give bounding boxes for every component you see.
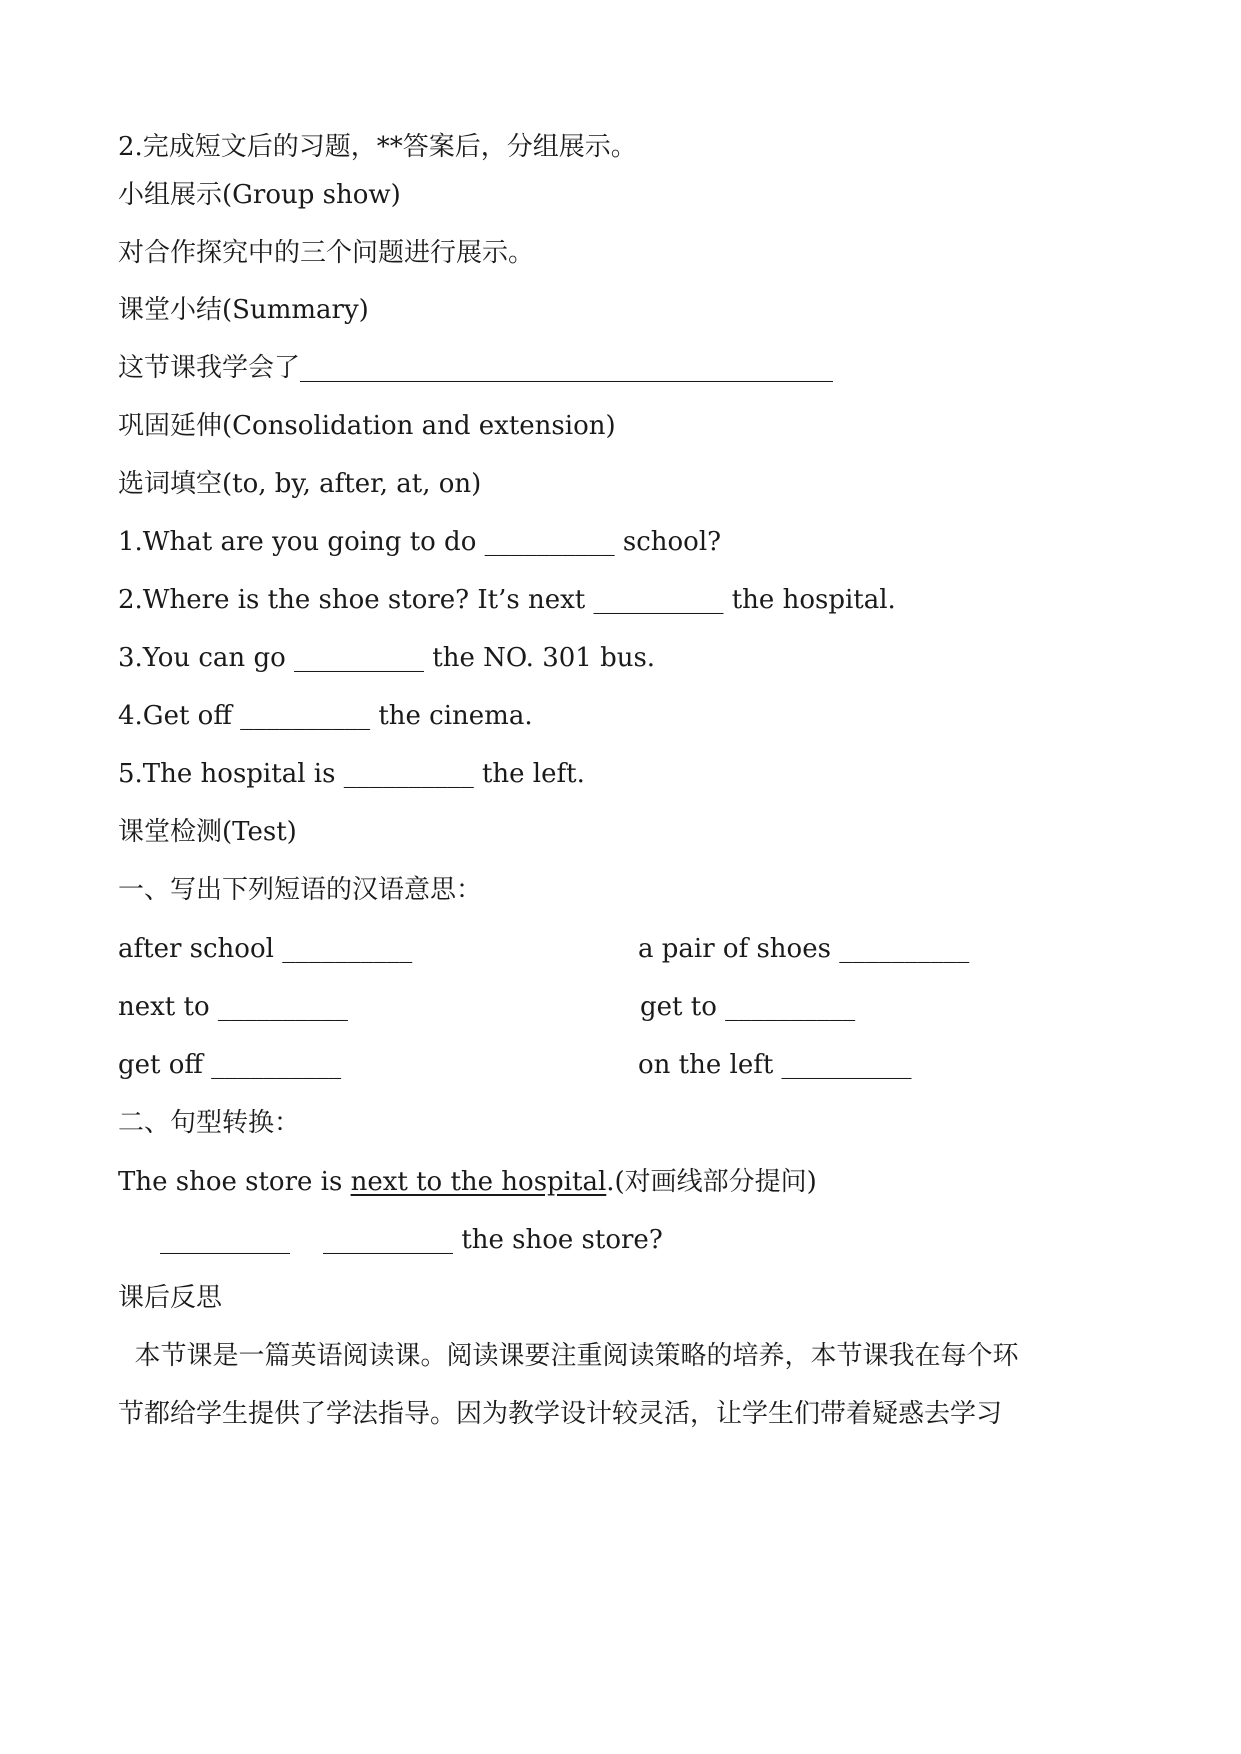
- section-heading-group-show: 小组展示(Group show): [118, 180, 401, 210]
- section-heading-consolidation: 巩固延伸(Consolidation and extension): [118, 411, 616, 441]
- exercise-item-2: 2.Where is the shoe store? It’s next __________ the hospital.: [118, 585, 896, 615]
- reflection-paragraph-line-1: 本节课是一篇英语阅读课。阅读课要注重阅读策略的培养，本节课我在每个环: [118, 1341, 1019, 1371]
- word-choice-instruction: 选词填空(to, by, after, at, on): [118, 469, 482, 499]
- exercise-item-1: 1.What are you going to do __________ school?: [118, 527, 722, 557]
- reflection-paragraph-line-2: 节都给学生提供了学法指导。因为教学设计较灵活，让学生们带着疑惑去学习: [118, 1399, 1003, 1429]
- section-heading-test: 课堂检测(Test): [118, 817, 297, 847]
- phrase-next-to: next to __________: [118, 992, 348, 1022]
- test-part-1-title: 一、写出下列短语的汉语意思：: [118, 875, 483, 905]
- exercise-item-3: 3.You can go __________ the NO. 301 bus.: [118, 643, 656, 673]
- reflection-heading: 课后反思: [118, 1283, 223, 1313]
- section-heading-summary: 课堂小结(Summary): [118, 295, 369, 325]
- sentence-underlined-part: next to the hospital: [350, 1167, 607, 1197]
- phrase-get-off: get off __________: [118, 1050, 342, 1080]
- sentence-transform-question: [118, 1166, 817, 1198]
- sentence-pre: The shoe store is: [118, 1167, 351, 1197]
- task-instruction: 2.完成短文后的习题，**答案后，分组展示。: [118, 132, 637, 162]
- group-show-description: 对合作探究中的三个问题进行展示。: [118, 238, 535, 268]
- phrase-after-school: after school __________: [118, 934, 413, 964]
- test-part-2-title: 二、句型转换：: [118, 1108, 301, 1138]
- sentence-answer-line: __________ __________ the shoe store?: [160, 1225, 663, 1255]
- phrase-a-pair-of-shoes: a pair of shoes __________: [638, 934, 970, 964]
- phrase-on-the-left: on the left __________: [638, 1050, 912, 1080]
- phrase-get-to: get to __________: [640, 992, 856, 1022]
- sentence-post: .(对画线部分提问): [606, 1167, 817, 1197]
- exercise-item-4: 4.Get off __________ the cinema.: [118, 701, 533, 731]
- summary-fill-line: 这节课我学会了_________________________________________: [118, 353, 834, 383]
- exercise-item-5: 5.The hospital is __________ the left.: [118, 759, 585, 789]
